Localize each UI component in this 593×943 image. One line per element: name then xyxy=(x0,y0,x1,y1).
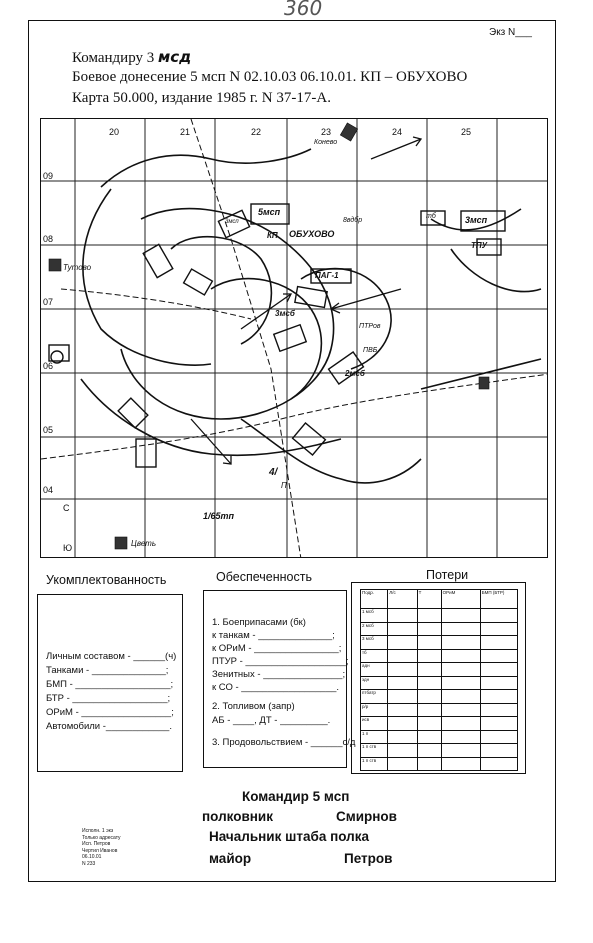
losses-value-cell xyxy=(388,730,417,744)
losses-unit-cell: 2 мсб xyxy=(361,622,388,636)
grid-side-label: С xyxy=(63,503,70,513)
losses-value-cell xyxy=(388,717,417,731)
losses-row xyxy=(361,622,518,636)
losses-unit-cell: 1 п ств xyxy=(361,744,388,758)
losses-header-row xyxy=(361,590,518,609)
losses-unit-cell: здн xyxy=(361,676,388,690)
grid-row-label: 04 xyxy=(43,485,54,495)
losses-header-cell: Л/с xyxy=(388,590,417,609)
addressee-unit: мсд xyxy=(158,48,192,66)
losses-header-cell: БМП (БТР) xyxy=(480,590,517,609)
losses-unit-cell: птбатр xyxy=(361,690,388,704)
losses-value-cell xyxy=(417,757,441,771)
losses-value-cell xyxy=(417,636,441,650)
losses-value-cell xyxy=(417,622,441,636)
losses-value-cell xyxy=(388,703,417,717)
losses-value-cell xyxy=(480,649,517,663)
losses-value-cell xyxy=(417,676,441,690)
commander-name: Смирнов xyxy=(336,809,397,824)
losses-value-cell xyxy=(417,717,441,731)
losses-unit-cell: адн xyxy=(361,663,388,677)
manning-line: Автомобили -____________. xyxy=(46,721,172,732)
losses-value-cell xyxy=(417,690,441,704)
mailing-line: Чертил Иванов xyxy=(82,847,118,854)
place-name-label: Конево xyxy=(314,139,338,146)
map-annotation: 3мсп xyxy=(225,219,239,225)
grid-row-label: 09 xyxy=(43,171,54,181)
map-annotation: ПАГ-1 xyxy=(315,271,339,280)
losses-value-cell xyxy=(441,717,480,731)
losses-value-cell xyxy=(417,703,441,717)
map-annotation: КП xyxy=(267,231,278,240)
chief-of-staff-title: Начальник штаба полка xyxy=(209,829,369,844)
losses-value-cell xyxy=(480,730,517,744)
losses-value-cell xyxy=(441,649,480,663)
losses-value-cell xyxy=(480,703,517,717)
mailing-line: Исп. Петров xyxy=(82,841,111,847)
grid-row-label: 08 xyxy=(43,234,54,244)
losses-value-cell xyxy=(480,636,517,650)
losses-value-cell xyxy=(441,730,480,744)
losses-row xyxy=(361,636,518,650)
supply-line: к СО - __________________. xyxy=(212,682,340,693)
grid-col-label: 24 xyxy=(392,127,403,137)
losses-header-cell: Подр. xyxy=(361,590,388,609)
losses-value-cell xyxy=(441,744,480,758)
manning-line: Личным составом - ______(ч) xyxy=(46,651,177,662)
losses-value-cell xyxy=(417,609,441,623)
losses-value-cell xyxy=(441,690,480,704)
losses-value-cell xyxy=(417,649,441,663)
losses-unit-cell: 1 п ств xyxy=(361,757,388,771)
mailing-line: 06.10.01 xyxy=(82,854,102,860)
map-terrain xyxy=(81,149,541,483)
losses-title: Потери xyxy=(426,568,469,582)
grid-row-label: 05 xyxy=(43,425,54,435)
map-annotation: 8вдбр xyxy=(343,217,363,224)
map-annotation: П xyxy=(281,481,287,490)
losses-row xyxy=(361,609,518,623)
supply-line: к ОРиМ - ________________; xyxy=(212,643,342,654)
losses-unit-cell: 3 мсб xyxy=(361,636,388,650)
losses-header-cell: Т xyxy=(417,590,441,609)
addressee-line xyxy=(72,48,191,67)
place-name-label: Тутово xyxy=(63,263,92,272)
report-title-line: Боевое донесение 5 мсп N 02.10.03 06.10.01. КП – ОБУХОВО xyxy=(72,69,468,85)
map-annotation: 5мсп xyxy=(258,207,281,217)
losses-value-cell xyxy=(417,730,441,744)
losses-unit-cell: исв xyxy=(361,717,388,731)
supply-title: Обеспеченность xyxy=(216,570,312,584)
mailing-line: Исполн. 1 экз xyxy=(82,828,114,834)
map-unit-symbols xyxy=(49,204,505,467)
mailing-line: N 233 xyxy=(82,860,96,867)
manning-title: Укомплектованность xyxy=(46,573,167,587)
commander-rank: полковник xyxy=(202,809,273,824)
losses-value-cell xyxy=(441,663,480,677)
mailing-notes xyxy=(82,828,121,867)
losses-value-cell xyxy=(388,663,417,677)
map-reference-line: Карта 50.000, издание 1985 г. N 37-17-А. xyxy=(72,90,331,106)
place-name-label: Цветь xyxy=(131,539,157,548)
grid-col-label: 25 xyxy=(461,127,472,137)
losses-row xyxy=(361,690,518,704)
tactical-map xyxy=(40,118,548,558)
grid-col-label: 22 xyxy=(251,127,262,137)
losses-value-cell xyxy=(388,757,417,771)
chief-of-staff-rank: майор xyxy=(209,851,252,866)
losses-header-cell: ОРиМ xyxy=(441,590,480,609)
losses-value-cell xyxy=(417,663,441,677)
map-drawing xyxy=(41,119,548,558)
place-name-label: ОБУХОВО xyxy=(289,229,335,239)
losses-row xyxy=(361,649,518,663)
grid-col-label: 23 xyxy=(321,127,332,137)
commander-title: Командир 5 мсп xyxy=(242,789,350,804)
supply-line: ПТУР - ___________________; xyxy=(212,656,349,667)
losses-value-cell xyxy=(388,649,417,663)
losses-unit-cell: тб xyxy=(361,649,388,663)
losses-value-cell xyxy=(480,676,517,690)
losses-value-cell xyxy=(417,744,441,758)
manning-line: Танками - ______________; xyxy=(46,665,169,676)
losses-value-cell xyxy=(388,636,417,650)
losses-row xyxy=(361,730,518,744)
map-annotation: ПТРов xyxy=(359,323,381,330)
map-grid xyxy=(41,119,548,558)
losses-row xyxy=(361,703,518,717)
supply-line: 1. Боеприпасами (бк) xyxy=(212,617,306,628)
losses-value-cell xyxy=(388,622,417,636)
losses-value-cell xyxy=(441,636,480,650)
losses-value-cell xyxy=(480,663,517,677)
page-number-handwritten: 360 xyxy=(284,0,323,20)
losses-value-cell xyxy=(441,622,480,636)
map-settlements xyxy=(49,123,489,549)
map-annotation: 3мсп xyxy=(465,215,488,225)
supply-line: 2. Топливом (запр) xyxy=(212,701,295,712)
supply-line: к танкам - ______________; xyxy=(212,630,335,641)
map-annotation: 3мсб xyxy=(275,309,295,318)
map-annotation: 2мсб xyxy=(345,369,365,378)
losses-value-cell xyxy=(388,690,417,704)
grid-row-label: 07 xyxy=(43,297,54,307)
supply-line: Зенитных - _______________; xyxy=(212,669,346,680)
copy-number-label: Экз N___ xyxy=(489,27,532,38)
manning-line: ОРиМ - _________________; xyxy=(46,707,174,718)
supply-box xyxy=(203,590,356,768)
grid-col-label: 20 xyxy=(109,127,120,137)
grid-col-label: 21 xyxy=(180,127,191,137)
losses-value-cell xyxy=(480,609,517,623)
losses-unit-cell: 1 п xyxy=(361,730,388,744)
losses-row xyxy=(361,663,518,677)
losses-value-cell xyxy=(388,609,417,623)
losses-value-cell xyxy=(441,757,480,771)
losses-unit-cell: р/р xyxy=(361,703,388,717)
map-annotation: тб xyxy=(426,213,436,220)
supply-line: АБ - ____, ДТ - _________. xyxy=(212,715,331,726)
map-annotation: 1/65тп xyxy=(203,511,235,521)
losses-row xyxy=(361,744,518,758)
losses-unit-cell: 1 мсб xyxy=(361,609,388,623)
losses-value-cell xyxy=(388,676,417,690)
losses-table xyxy=(360,589,518,771)
losses-value-cell xyxy=(441,609,480,623)
chief-of-staff-name: Петров xyxy=(344,851,393,866)
losses-value-cell xyxy=(480,717,517,731)
manning-line: БМП - __________________; xyxy=(46,679,174,690)
grid-side-label: Ю xyxy=(63,543,73,553)
losses-row xyxy=(361,717,518,731)
losses-value-cell xyxy=(388,744,417,758)
supply-line: 3. Продовольствием - ______с/д xyxy=(212,737,356,748)
addressee-prefix: Командиру 3 xyxy=(72,50,159,66)
losses-value-cell xyxy=(480,622,517,636)
losses-value-cell xyxy=(441,676,480,690)
map-annotation: ТПУ xyxy=(471,241,488,250)
losses-value-cell xyxy=(480,744,517,758)
manning-line: БТР - __________________; xyxy=(46,693,171,704)
losses-value-cell xyxy=(441,703,480,717)
losses-value-cell xyxy=(480,690,517,704)
map-annotation: 4/ xyxy=(269,467,278,478)
grid-row-label: 06 xyxy=(43,361,54,371)
losses-value-cell xyxy=(480,757,517,771)
manning-box xyxy=(37,594,183,772)
mailing-line: Только адресату xyxy=(82,834,121,841)
map-roads xyxy=(41,119,548,558)
map-annotation: ПВБ xyxy=(363,347,378,354)
losses-row xyxy=(361,676,518,690)
losses-row xyxy=(361,757,518,771)
